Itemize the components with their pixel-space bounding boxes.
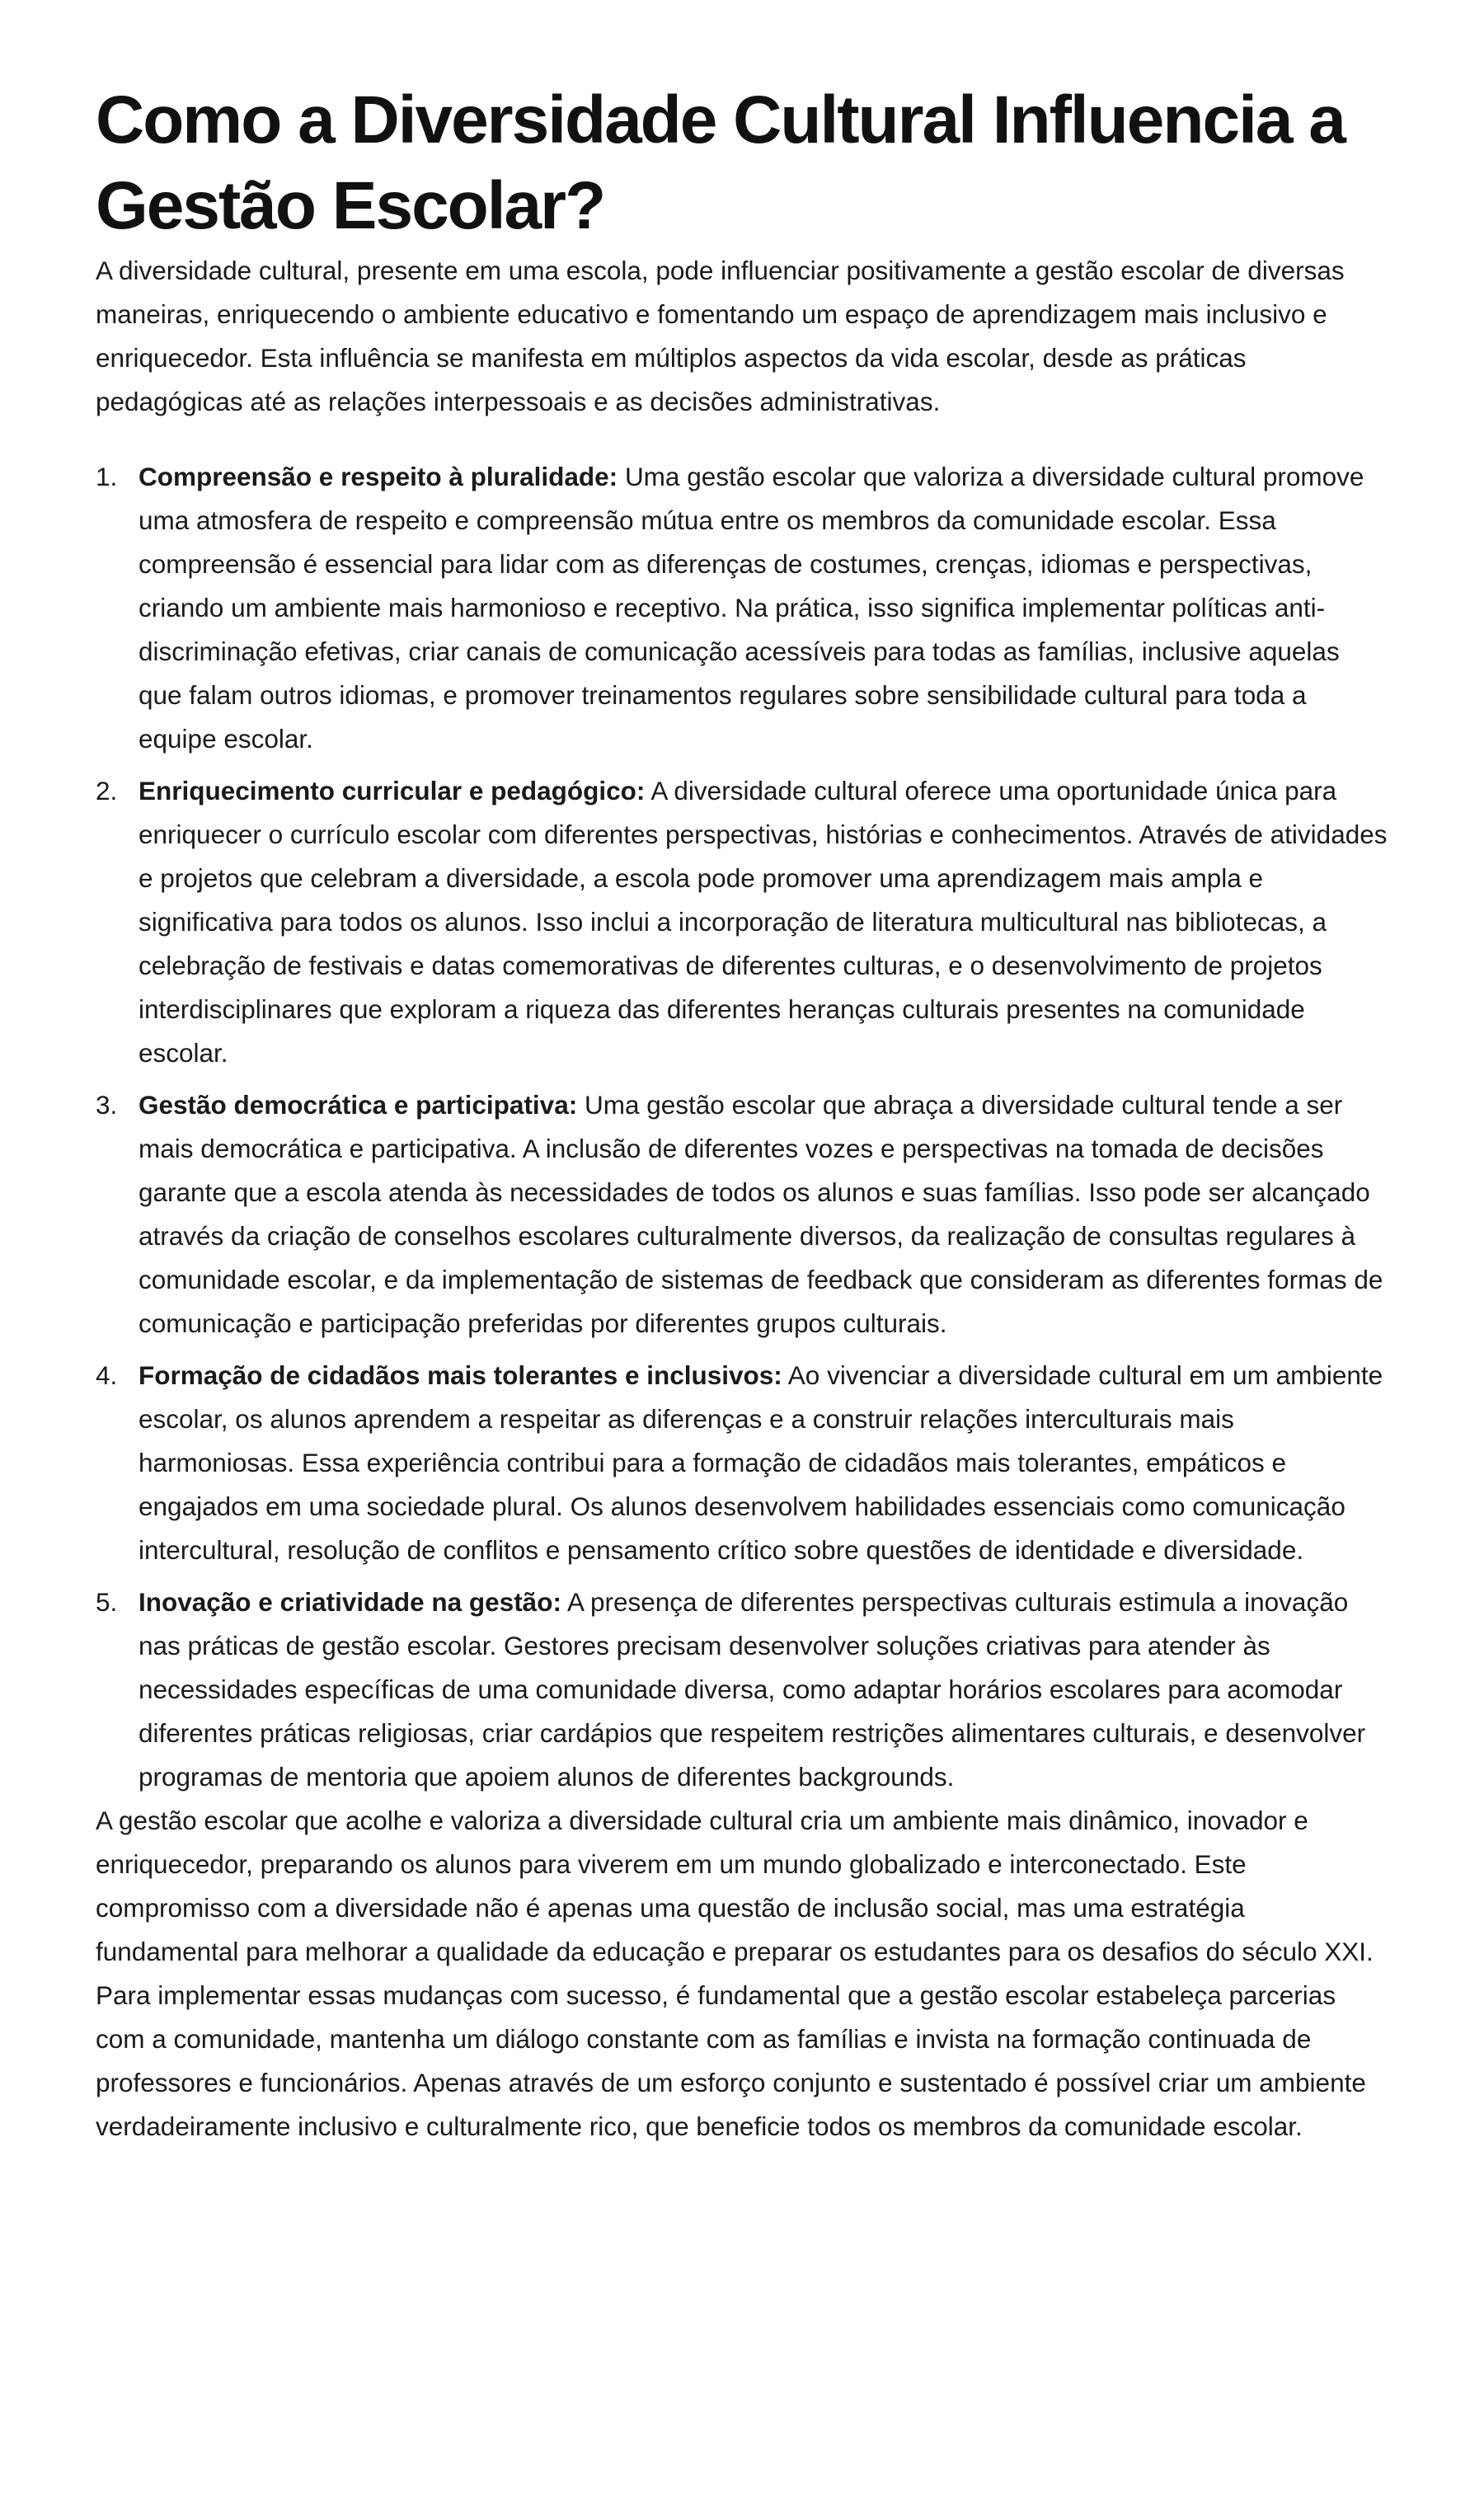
list-item-curricular [96,769,1388,1075]
list-number: 5. [96,1587,118,1617]
list-item-inovacao [96,1580,1388,1799]
page-title: Como a Diversidade Cultural Influencia a Gestão Escolar? [96,82,1345,243]
list-number: 2. [96,776,118,805]
list-item-democratica [96,1083,1388,1346]
list-item-title: Formação de cidadãos mais tolerantes e inclusivos: [139,1360,782,1390]
influence-list [96,455,1388,1799]
list-item-title: Gestão democrática e participativa: [139,1090,578,1120]
list-item-text: Uma gestão escolar que valoriza a diversidade cultural promove uma atmosfera de respeito e compreensão mútua entre os membros da comunidade escolar. Essa compreensão é essencial para lidar com as diferenças de costumes, crenças, idiomas e perspectivas, criando um ambiente mais harmonioso e receptivo. Na prática, isso significa implementar políticas anti-discriminação efetivas, criar canais de comunicação acessíveis para todas as famílias, inclusive aquelas que falam outros idiomas, e promover treinamentos regulares sobre sensibilidade cultural para toda a equipe escolar. [139,462,1364,754]
list-item-text: Ao vivenciar a diversidade cultural em um ambiente escolar, os alunos aprendem a respeitar as diferenças e a construir relações interculturais mais harmoniosas. Essa experiência contribui para a formação de cidadãos mais tolerantes, empáticos e engajados em uma sociedade plural. Os alunos desenvolvem habilidades essenciais como comunicação intercultural, resolução de conflitos e pensamento crítico sobre questões de identidade e diversidade. [139,1360,1383,1565]
list-number: 4. [96,1360,118,1390]
list-item-pluralidade [96,455,1388,761]
closing-paragraph-1: A gestão escolar que acolhe e valoriza a diversidade cultural cria um ambiente mais dinâmico, inovador e enriquecedor, preparando os alunos para viverem em um mundo globalizado e interconectado. Este compromisso com a diversidade não é apenas uma questão de inclusão social, mas uma estratégia fundamental para melhorar a qualidade da educação e preparar os estudantes para os desafios do século XXI. [96,1806,1374,1966]
list-item-text: A presença de diferentes perspectivas culturais estimula a inovação nas práticas de gestão escolar. Gestores precisam desenvolver soluções criativas para atender às necessidades específicas de uma comunidade diversa, como adaptar horários escolares para acomodar diferentes práticas religiosas, criar cardápios que respeitem restrições alimentares culturais, e desenvolver programas de mentoria que apoiem alunos de diferentes backgrounds. [139,1587,1366,1792]
list-number: 1. [96,462,118,491]
closing-paragraph-2: Para implementar essas mudanças com sucesso, é fundamental que a gestão escolar estabeleça parcerias com a comunidade, mantenha um diálogo constante com as famílias e invista na formação continuada de professores e funcionários. Apenas através de um esforço conjunto e sustentado é possível criar um ambiente verdadeiramente inclusivo e culturalmente rico, que beneficie todos os membros da comunidade escolar. [96,1980,1366,2141]
list-item-cidadaos [96,1354,1388,1572]
list-item-text: Uma gestão escolar que abraça a diversidade cultural tende a ser mais democrática e participativa. A inclusão de diferentes vozes e perspectivas na tomada de decisões garante que a escola atenda às necessidades de todos os alunos e suas famílias. Isso pode ser alcançado através da criação de conselhos escolares culturalmente diversos, da realização de consultas regulares à comunidade escolar, e da implementação de sistemas de feedback que consideram as diferentes formas de comunicação e participação preferidas por diferentes grupos culturais. [139,1090,1383,1338]
list-item-title: Enriquecimento curricular e pedagógico: [139,776,646,805]
intro-paragraph: A diversidade cultural, presente em uma escola, pode influenciar positivamente a gestão escolar de diversas maneiras, enriquecendo o ambiente educativo e fomentando um espaço de aprendizagem mais inclusivo e enriquecedor. Esta influência se manifesta em múltiplos aspectos da vida escolar, desde as práticas pedagógicas até as relações interpessoais e as decisões administrativas. [96,256,1345,416]
list-item-text: A diversidade cultural oferece uma oportunidade única para enriquecer o currículo escolar com diferentes perspectivas, histórias e conhecimentos. Através de atividades e projetos que celebram a diversidade, a escola pode promover uma aprendizagem mais ampla e significativa para todos os alunos. Isso inclui a incorporação de literatura multicultural nas bibliotecas, a celebração de festivais e datas comemorativas de diferentes culturas, e o desenvolvimento de projetos interdisciplinares que exploram a riqueza das diferentes heranças culturais presentes na comunidade escolar. [139,776,1388,1068]
list-item-title: Inovação e criatividade na gestão: [139,1587,561,1617]
list-item-title: Compreensão e respeito à pluralidade: [139,462,618,491]
list-number: 3. [96,1090,118,1120]
